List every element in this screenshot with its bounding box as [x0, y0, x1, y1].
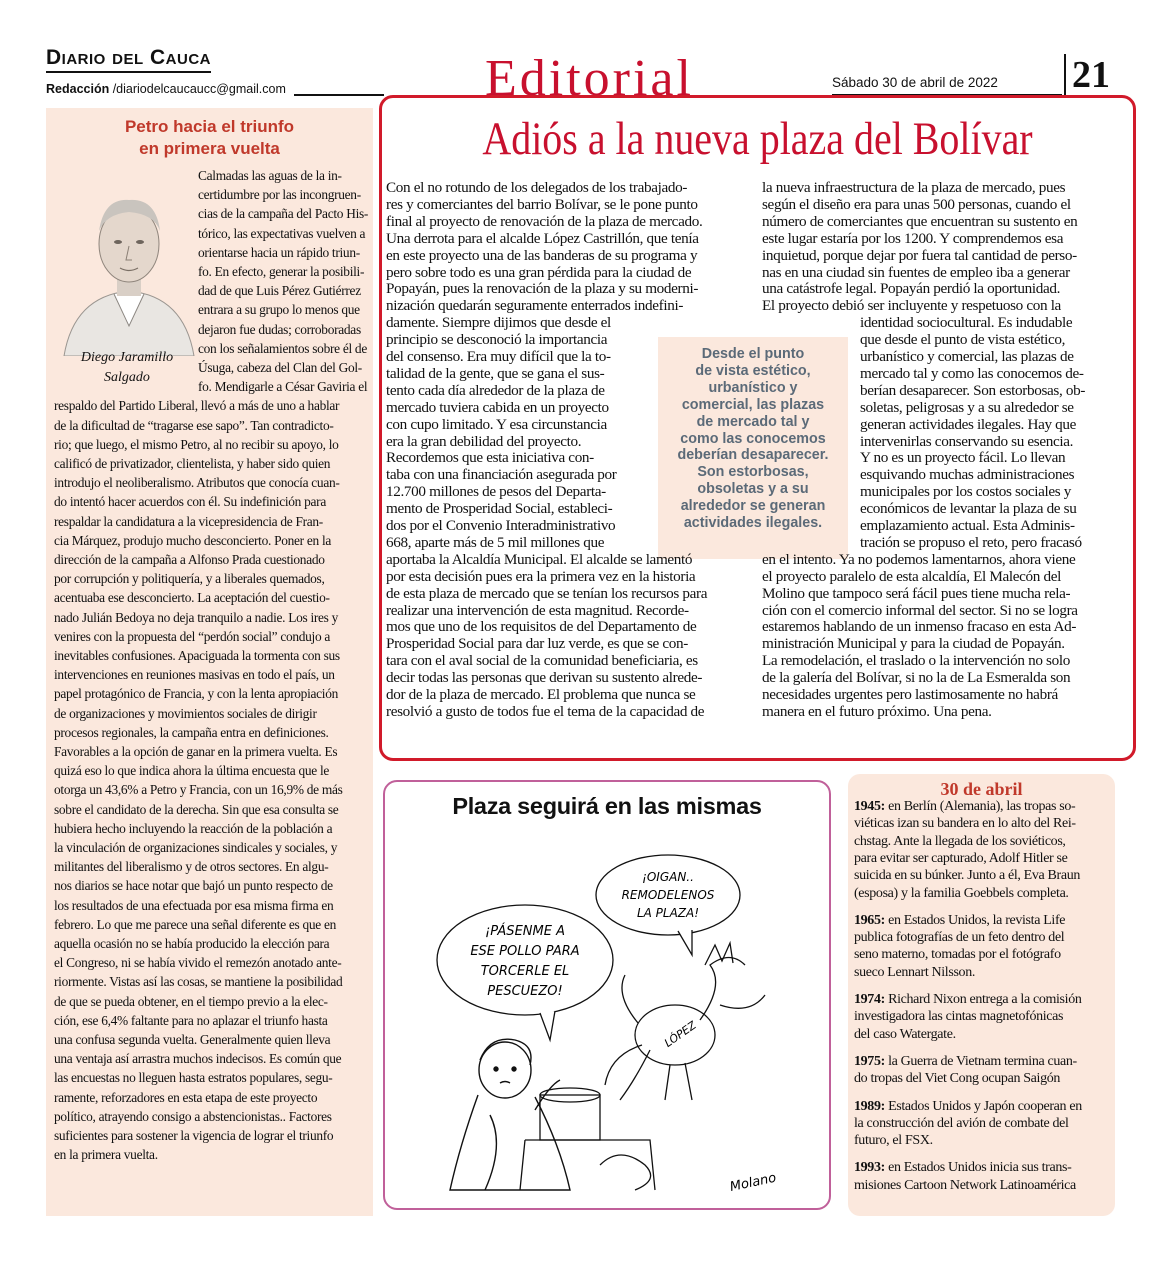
opinion-body-line: hubiera hecho incluyendo la reacción de la población a — [54, 820, 333, 836]
editorial-col2-line: estaremos hablando de un inmenso fracaso en esta Ad- — [762, 618, 1077, 636]
history-text: en Estados Unidos, la revista Life — [888, 912, 1066, 928]
history-entry-line — [854, 1132, 933, 1149]
opinion-body-line: en la primera vuelta. — [54, 1147, 158, 1163]
history-entry-line — [854, 1098, 1082, 1115]
redaccion-email[interactable]: /diariodelcaucaucc@gmail.com — [109, 82, 286, 96]
history-entry-line — [854, 798, 1075, 815]
history-text: la Guerra de Vietnam termina cuan- — [888, 1053, 1077, 1069]
history-text: sueco Lennart Nilsson. — [854, 964, 975, 980]
opinion-body-line: fo. En efecto, generar la posibili- — [198, 264, 365, 279]
editorial-col1-line: damente. Siempre dijimos que desde el — [386, 314, 611, 332]
editorial-col1-line: Una derrota para el alcalde López Castrillón, que tenía — [386, 229, 699, 247]
editorial-col2-line: de la galería del Bolívar, si no la de La Esmeralda son — [762, 669, 1071, 687]
pull-quote-line: de vista estético, — [695, 362, 811, 379]
history-year: 1965: — [854, 912, 885, 928]
editorial-col2-line: nas en una ciudad sin fuentes de empleo iba a generar — [762, 263, 1070, 281]
editorial-col1-line: aportaba la Alcaldía Municipal. El alcalde se lamentó — [386, 550, 693, 568]
pull-quote-line: deberían desaparecer. — [677, 447, 829, 464]
editorial-col1-line: con cupo limitado. Y esa circunstancia — [386, 415, 607, 433]
editorial-col1-line: nización quedarán seguramente enterrados indefini- — [386, 297, 684, 315]
history-year: 1993: — [854, 1160, 885, 1176]
opinion-title — [46, 116, 373, 160]
opinion-body-line: por corrupción y politiquería, y a liberales quemados, — [54, 571, 325, 587]
history-entry-line — [854, 1026, 956, 1043]
history-entry-line — [854, 964, 975, 981]
editorial-col2-line: según el diseño era para unas 500 personas, cuando el — [762, 195, 1071, 213]
opinion-body-line: de la dificultad de “tragarse ese sapo”. Tan contradicto- — [54, 417, 334, 433]
pull-quote-line: de mercado tal y — [696, 413, 810, 430]
history-text: do tropas del Viet Cong ocupan Saigón — [854, 1071, 1061, 1087]
author-name-line: Salgado — [104, 370, 150, 385]
pull-quote-line: obsoletas y a su — [697, 481, 809, 498]
history-text: en Berlín (Alemania), las tropas so- — [888, 799, 1076, 814]
history-text: Estados Unidos y Japón cooperan en — [888, 1098, 1082, 1114]
opinion-body-line: ción, ese 6,4% faltante para no aplazar el triunfo hasta — [54, 1012, 328, 1028]
pull-quote-line: Son estorbosas, — [697, 464, 809, 481]
history-year: 1989: — [854, 1098, 885, 1114]
opinion-body-line: entrara a su grupo lo menos que — [198, 302, 360, 318]
speech-text-line: PESCUEZO! — [487, 984, 563, 999]
opinion-body-line: papel protagónico de Francia, y con la lenta apropiación — [54, 686, 338, 702]
history-entry-line — [854, 885, 1069, 902]
cartoon-illustration — [430, 845, 810, 1195]
history-text: viéticas izan su bandera en lo alto del Rei- — [854, 816, 1076, 832]
editorial-col1-line: pero sobre todo es una gran pérdida para la ciudad de — [386, 263, 692, 281]
editorial-col1-line: taba con una financiación asegurada por — [386, 466, 617, 484]
editorial-col2-line: mercado tal y como las conocemos de- — [860, 364, 1084, 382]
editorial-col1-line: final al proyecto de renovación de la plaza de mercado. — [386, 212, 703, 230]
editorial-col1-line: talidad de la gente, que se gana el sus- — [386, 364, 605, 382]
opinion-body-line: procesos regionales, la campaña entra en definiciones. — [54, 724, 329, 740]
editorial-col1-line: Prosperidad Social para dar luz verde, es que se con- — [386, 635, 688, 653]
opinion-body-line: acentuaba ese desconcierto. La aceptación del cuestio- — [54, 590, 330, 606]
opinion-body-line: ramente, reforzadores en esta etapa de este proyecto — [54, 1089, 318, 1105]
opinion-body-line: dad de que Luis Pérez Gutiérrez — [198, 283, 361, 299]
editorial-col2-line: ción con el comercio informal del sector. Si no se logra — [762, 601, 1078, 619]
opinion-body-line: certidumbre por las incongruen- — [198, 187, 361, 203]
history-text: del caso Watergate. — [854, 1026, 956, 1042]
editorial-col2-line: número de comerciantes que encuentran su sustento en — [762, 212, 1078, 230]
editorial-col1-line: resolvió a gusto de todos fue el tema de la capacidad de — [386, 702, 705, 720]
opinion-body-line: cias de la campaña del Pacto His- — [198, 206, 369, 222]
opinion-body-line: el Congreso, ni se había vivido el remezón anotado ante- — [54, 955, 342, 971]
history-text: la construcción del avión de combate del — [854, 1115, 1069, 1131]
rooster-figure — [605, 943, 765, 1100]
history-text: (esposa) y la familia Goebbels completa. — [854, 885, 1069, 901]
speech-text-line: ESE POLLO PARA — [470, 944, 580, 959]
editorial-col2-line: El proyecto debió ser incluyente y respetuoso con la — [762, 297, 1061, 315]
opinion-body-line: las encuestas no lleguen hasta estratos populares, segu- — [54, 1070, 333, 1086]
cartoonist-signature: Molano — [728, 1170, 778, 1195]
opinion-body-line: respaldar la candidatura a la vicepresidencia de Fran- — [54, 513, 323, 529]
on-this-day-column — [848, 774, 1115, 1216]
editorial-col2-line: en el intento. Ya no podemos lamentarnos, ahora viene — [762, 550, 1076, 568]
pull-quote-line: urbanístico y — [708, 379, 798, 396]
history-text: publica fotografías de un feto dentro del — [854, 930, 1065, 946]
opinion-body-line: rio; que luego, el mismo Petro, al no recibir su apoyo, lo — [54, 436, 339, 452]
on-this-day-title: 30 de abril — [940, 779, 1023, 799]
editorial-col2-line: urbanístico y comercial, las plazas de — [860, 348, 1074, 365]
editorial-col2-line: intervenirlas conservando su esencia. — [860, 432, 1074, 450]
history-entry-line — [854, 1159, 1071, 1176]
opinion-body-line: febrero. Lo que me parece una señal diferente es que en — [54, 916, 337, 932]
editorial-col1-line: mos que uno de los requisitos de del Departamento de — [386, 618, 697, 636]
section-title: Editorial — [485, 50, 694, 96]
history-text: para evitar ser capturado, Adolf Hitler se — [854, 850, 1068, 866]
editorial-col1-line: Recordemos que esta iniciativa con- — [386, 449, 594, 467]
opinion-title-line: en primera vuelta — [139, 139, 280, 158]
opinion-body-line: de organizaciones y movimientos sociales de dirigir — [54, 705, 317, 721]
editorial-col1-line: de esta plaza de mercado que se tenían los recursos para — [386, 584, 708, 602]
opinion-body-line: los resultados de una efectuada por esa misma firma en — [54, 897, 334, 913]
history-year: 1975: — [854, 1053, 885, 1069]
opinion-body-line: la vinculación de organizaciones sindicales y sociales, y — [54, 840, 338, 855]
opinion-body-line: dirección de la campaña a Alfonso Prada cuestionado — [54, 552, 325, 567]
history-text: en Estados Unidos inicia sus trans- — [888, 1160, 1072, 1176]
history-entry-line — [854, 1177, 1076, 1194]
speech-text-line: ¡PÁSENME A — [485, 924, 565, 939]
rooster-label: LÓPEZ — [662, 1018, 699, 1050]
opinion-body-line: orientarse hacia un rápido triun- — [198, 244, 360, 260]
editorial-col2-line: emplazamiento actual. Esta Adminis- — [860, 517, 1075, 534]
editorial-col2-line: ministración Municipal y para la ciudad de Popayán. — [762, 635, 1065, 653]
author-photo — [54, 176, 204, 356]
opinion-body-line: de que se pueda obtener, en el tiempo previo a la elec- — [54, 993, 328, 1009]
opinion-body-line: aquella ocasión no se había producido la elección para — [54, 936, 330, 951]
opinion-body-line: Úsuga, cabeza del Clan del Gol- — [198, 360, 362, 375]
opinion-body-line: otorga un 43,6% a Petro y Francia, con un 16,9% de más — [54, 782, 343, 798]
editorial-col1-line: principio se desconoció la importancia — [386, 331, 608, 349]
speech-text-line: ¡OIGAN.. — [642, 870, 694, 884]
opinion-body-line: inevitables confusiones. Apaciguada la tormenta con sus — [54, 648, 340, 663]
editorial-col2-line: inquietud, porque dejar por fuera tal cantidad de perso- — [762, 246, 1077, 264]
opinion-body-line: militantes del liberalismo y de otros sectores. En algu- — [54, 859, 329, 875]
opinion-body-line: Calmadas las aguas de la in- — [198, 168, 342, 183]
page-number-divider — [1064, 54, 1066, 98]
editorial-col2-line: La remodelación, el traslado o la intervención no solo — [762, 652, 1070, 670]
cartoon-title: Plaza seguirá en las mismas — [452, 793, 762, 819]
opinion-body-line: nos diarios se hace notar que bajó un punto respecto de — [54, 878, 333, 894]
history-entry-line — [854, 1115, 1069, 1132]
history-text: suicida en su búnker. Junto a él, Eva Braun — [854, 868, 1081, 884]
editorial-col2-line: económicos de levantar la plaza de su — [860, 500, 1077, 518]
history-entry-line — [854, 867, 1080, 884]
opinion-body-line: sobre el candidato de la derecha. Sin que esa consulta se — [54, 801, 339, 817]
opinion-body-line: Favorables a la opción de ganar en la primera vuelta. Es — [54, 744, 338, 759]
editorial-col1-line: 12.700 millones de pesos del Departa- — [386, 483, 606, 501]
opinion-body-line: una ventaja así arrastra muchos indecisos. Es común que — [54, 1051, 342, 1067]
editorial-col2-line: identidad sociocultural. Es indudable — [860, 314, 1073, 332]
editorial-col1-line: 668, aparte más de 5 mil millones que — [386, 533, 605, 551]
history-text: misiones Cartoon Network Latinoamérica — [854, 1177, 1076, 1193]
market-stall — [520, 1088, 655, 1190]
opinion-body-line: respaldo del Partido Liberal, llevó a más de uno a hablar — [54, 398, 340, 414]
speech-text-line: LA PLAZA! — [636, 906, 700, 920]
opinion-body-line: suficientes para sostener la vigencia de lograr el triunfo — [54, 1128, 334, 1143]
opinion-body-line: una confusa segunda vuelta. Generalmente quien lleva — [54, 1032, 331, 1047]
editorial-col2-line: soletas, peligrosas y a su alrededor se — [860, 398, 1074, 416]
editorial-col2-line: la nueva infraestructura de la plaza de mercado, pues — [762, 179, 1066, 196]
editorial-col2-line: Y no es un proyecto fácil. Lo llevan — [860, 449, 1066, 467]
opinion-column — [46, 108, 373, 1216]
editorial-headline: Adiós a la nueva plaza del Bolívar — [482, 113, 1033, 165]
editorial-col2-line: manera en el futuro próximo. Una pena. — [762, 702, 992, 720]
history-entry-line — [854, 1070, 1060, 1087]
history-text: seno materno, tomadas por el fotógrafo — [854, 947, 1061, 963]
history-entry-line — [854, 929, 1064, 946]
editorial-col2-line: necesidades urgentes pero lastimosamente no habrá — [762, 686, 1058, 703]
opinion-body-line: con los señalamientos sobre él de — [198, 340, 367, 356]
editorial-col2-line: esquivando muchas administraciones — [860, 466, 1075, 484]
editorial-col1-line: era la gran debilidad del proyecto. — [386, 432, 582, 450]
history-entry-line — [854, 991, 1082, 1008]
pull-quote-line: como las conocemos — [680, 430, 826, 447]
opinion-body-line: riormente. Vistas así las cosas, se mantiene la posibilidad — [54, 974, 343, 990]
editorial-col2-line: que desde el punto de vista estético, — [860, 331, 1066, 349]
opinion-body-line: intervenciones en reuniones masivas en todo el país, un — [54, 667, 335, 683]
editorial-col2-line: una catástrofe legal. Popayán perdió la oportunidad. — [762, 280, 1061, 298]
opinion-body-line: cia Márquez, produjo mucho desconcierto. Poner en la — [54, 532, 332, 548]
speech-text-line: REMODELENOS — [621, 888, 715, 902]
history-year: 1974: — [854, 992, 885, 1007]
history-entry-line — [854, 833, 1066, 850]
speech-text-line: TORCERLE EL — [480, 964, 570, 979]
opinion-body-line: fo. Mendigarle a César Gaviria el — [198, 379, 368, 395]
history-entry-line — [854, 946, 1061, 963]
history-text: Richard Nixon entrega a la comisión — [888, 992, 1082, 1007]
editorial-col2-line: municipales por los costos sociales y — [860, 483, 1072, 501]
author-name — [52, 348, 202, 388]
vendor-woman-figure — [450, 1039, 570, 1190]
editorial-col2-line: tración se propuso el reto, pero fracasó — [860, 533, 1082, 551]
pull-quote — [658, 337, 848, 559]
editorial-col1-line: Popayán, pues la renovación de la plaza y su moderni- — [386, 280, 699, 298]
opinion-body-line: do intentó hacer acuerdos con él. Su indefinición para — [54, 494, 326, 510]
editorial-col1-line: por esta decisión pues era la primera vez en la historia — [386, 567, 696, 585]
history-text: futuro, el FSX. — [854, 1133, 933, 1149]
opinion-body-line: calificó de privatizador, clientelista, y haber sido quien — [54, 456, 331, 471]
pull-quote-line: actividades ilegales. — [683, 515, 823, 531]
editorial-col1-line: mento de Prosperidad Social, estableci- — [386, 500, 613, 518]
opinion-body-line: venires con la propuesta del “perdón social” condujo a — [54, 628, 331, 644]
editorial-col1-line: en este proyecto una de las banderas de su programa y — [386, 246, 698, 264]
editorial-col2-line: generan actividades ilegales. Hay que — [860, 415, 1077, 433]
history-text: investigadora las cintas magnetofónicas — [854, 1009, 1064, 1025]
header-rule — [294, 94, 384, 96]
redaccion-label: Redacción — [46, 82, 110, 96]
editorial-col1-line: tara con el aval social de la comunidad beneficiaria, es — [386, 652, 698, 670]
editorial-col1-line: Con el no rotundo de los delegados de los trabajado- — [386, 179, 688, 196]
history-year: 1945: — [854, 799, 885, 814]
editorial-col1-line: dor de la plaza de mercado. El problema que nunca se — [386, 686, 696, 703]
author-name-line: Diego Jaramillo — [80, 350, 174, 365]
history-entry-line — [854, 850, 1067, 867]
history-entry-line — [854, 815, 1076, 832]
opinion-body-line: introdujo el neoliberalismo. Atributos que conocía cuan- — [54, 475, 340, 491]
history-entry-line — [854, 1053, 1077, 1070]
editorial-col2-line: este lugar estaría por los 1200. Y comprendemos esa — [762, 229, 1064, 247]
masthead[interactable]: Diario del Cauca — [46, 46, 211, 73]
opinion-body-line: político, atrayendo consigo a abstencionistas.. Factores — [54, 1108, 332, 1124]
opinion-body-line: quizá eso lo que indica ahora la última encuesta que le — [54, 763, 330, 779]
pull-quote-line: alrededor se generan — [680, 498, 826, 515]
opinion-body-line: nado Julián Bedoya no deja tranquilo a nadie. Los ires y — [54, 609, 339, 625]
opinion-body-line: tórico, las expectativas vuelven a — [198, 225, 366, 241]
editorial-col1-line: mercado tuviera cabida en un proyecto — [386, 398, 609, 416]
editorial-col1-line: dos por el Convenio Interadministrativo — [386, 517, 616, 534]
pull-quote-line: Desde el punto — [701, 346, 805, 362]
editorial-col1-line: decir todas las personas que derivan su sustento alrede- — [386, 669, 703, 687]
history-entry-line — [854, 1008, 1063, 1025]
page-number: 21 — [1072, 54, 1110, 96]
editorial-col1-line: tento cada día alrededor de la plaza de — [386, 381, 605, 399]
history-entry-line — [854, 912, 1065, 929]
opinion-title-line: Petro hacia el triunfo — [124, 117, 295, 136]
editorial-col1-line: res y comerciantes del barrio Bolívar, se le pone punto — [386, 195, 698, 213]
editorial-col1-line: del consenso. Era muy difícil que la to- — [386, 348, 611, 365]
pull-quote-line: comercial, las plazas — [681, 396, 825, 413]
editorial-col1-line: realizar una intervención de esta magnitud. Recorde- — [386, 601, 689, 619]
editorial-col2-line: el proyecto paralelo de esta alcaldía, El Malecón del — [762, 567, 1061, 585]
opinion-body-line: dejaron fue dudas; corroboradas — [198, 321, 361, 337]
editorial-col2-line: berían desaparecer. Son estorbosas, ob- — [860, 381, 1086, 399]
publication-date: Sábado 30 de abril de 2022 — [832, 75, 998, 90]
redaccion-line — [46, 82, 286, 96]
history-text: chstag. Ante la llegada de los soviéticos, — [854, 833, 1066, 849]
editorial-col2-line: Molino que tampoco será fácil pues tiene mucha rela- — [762, 584, 1071, 602]
